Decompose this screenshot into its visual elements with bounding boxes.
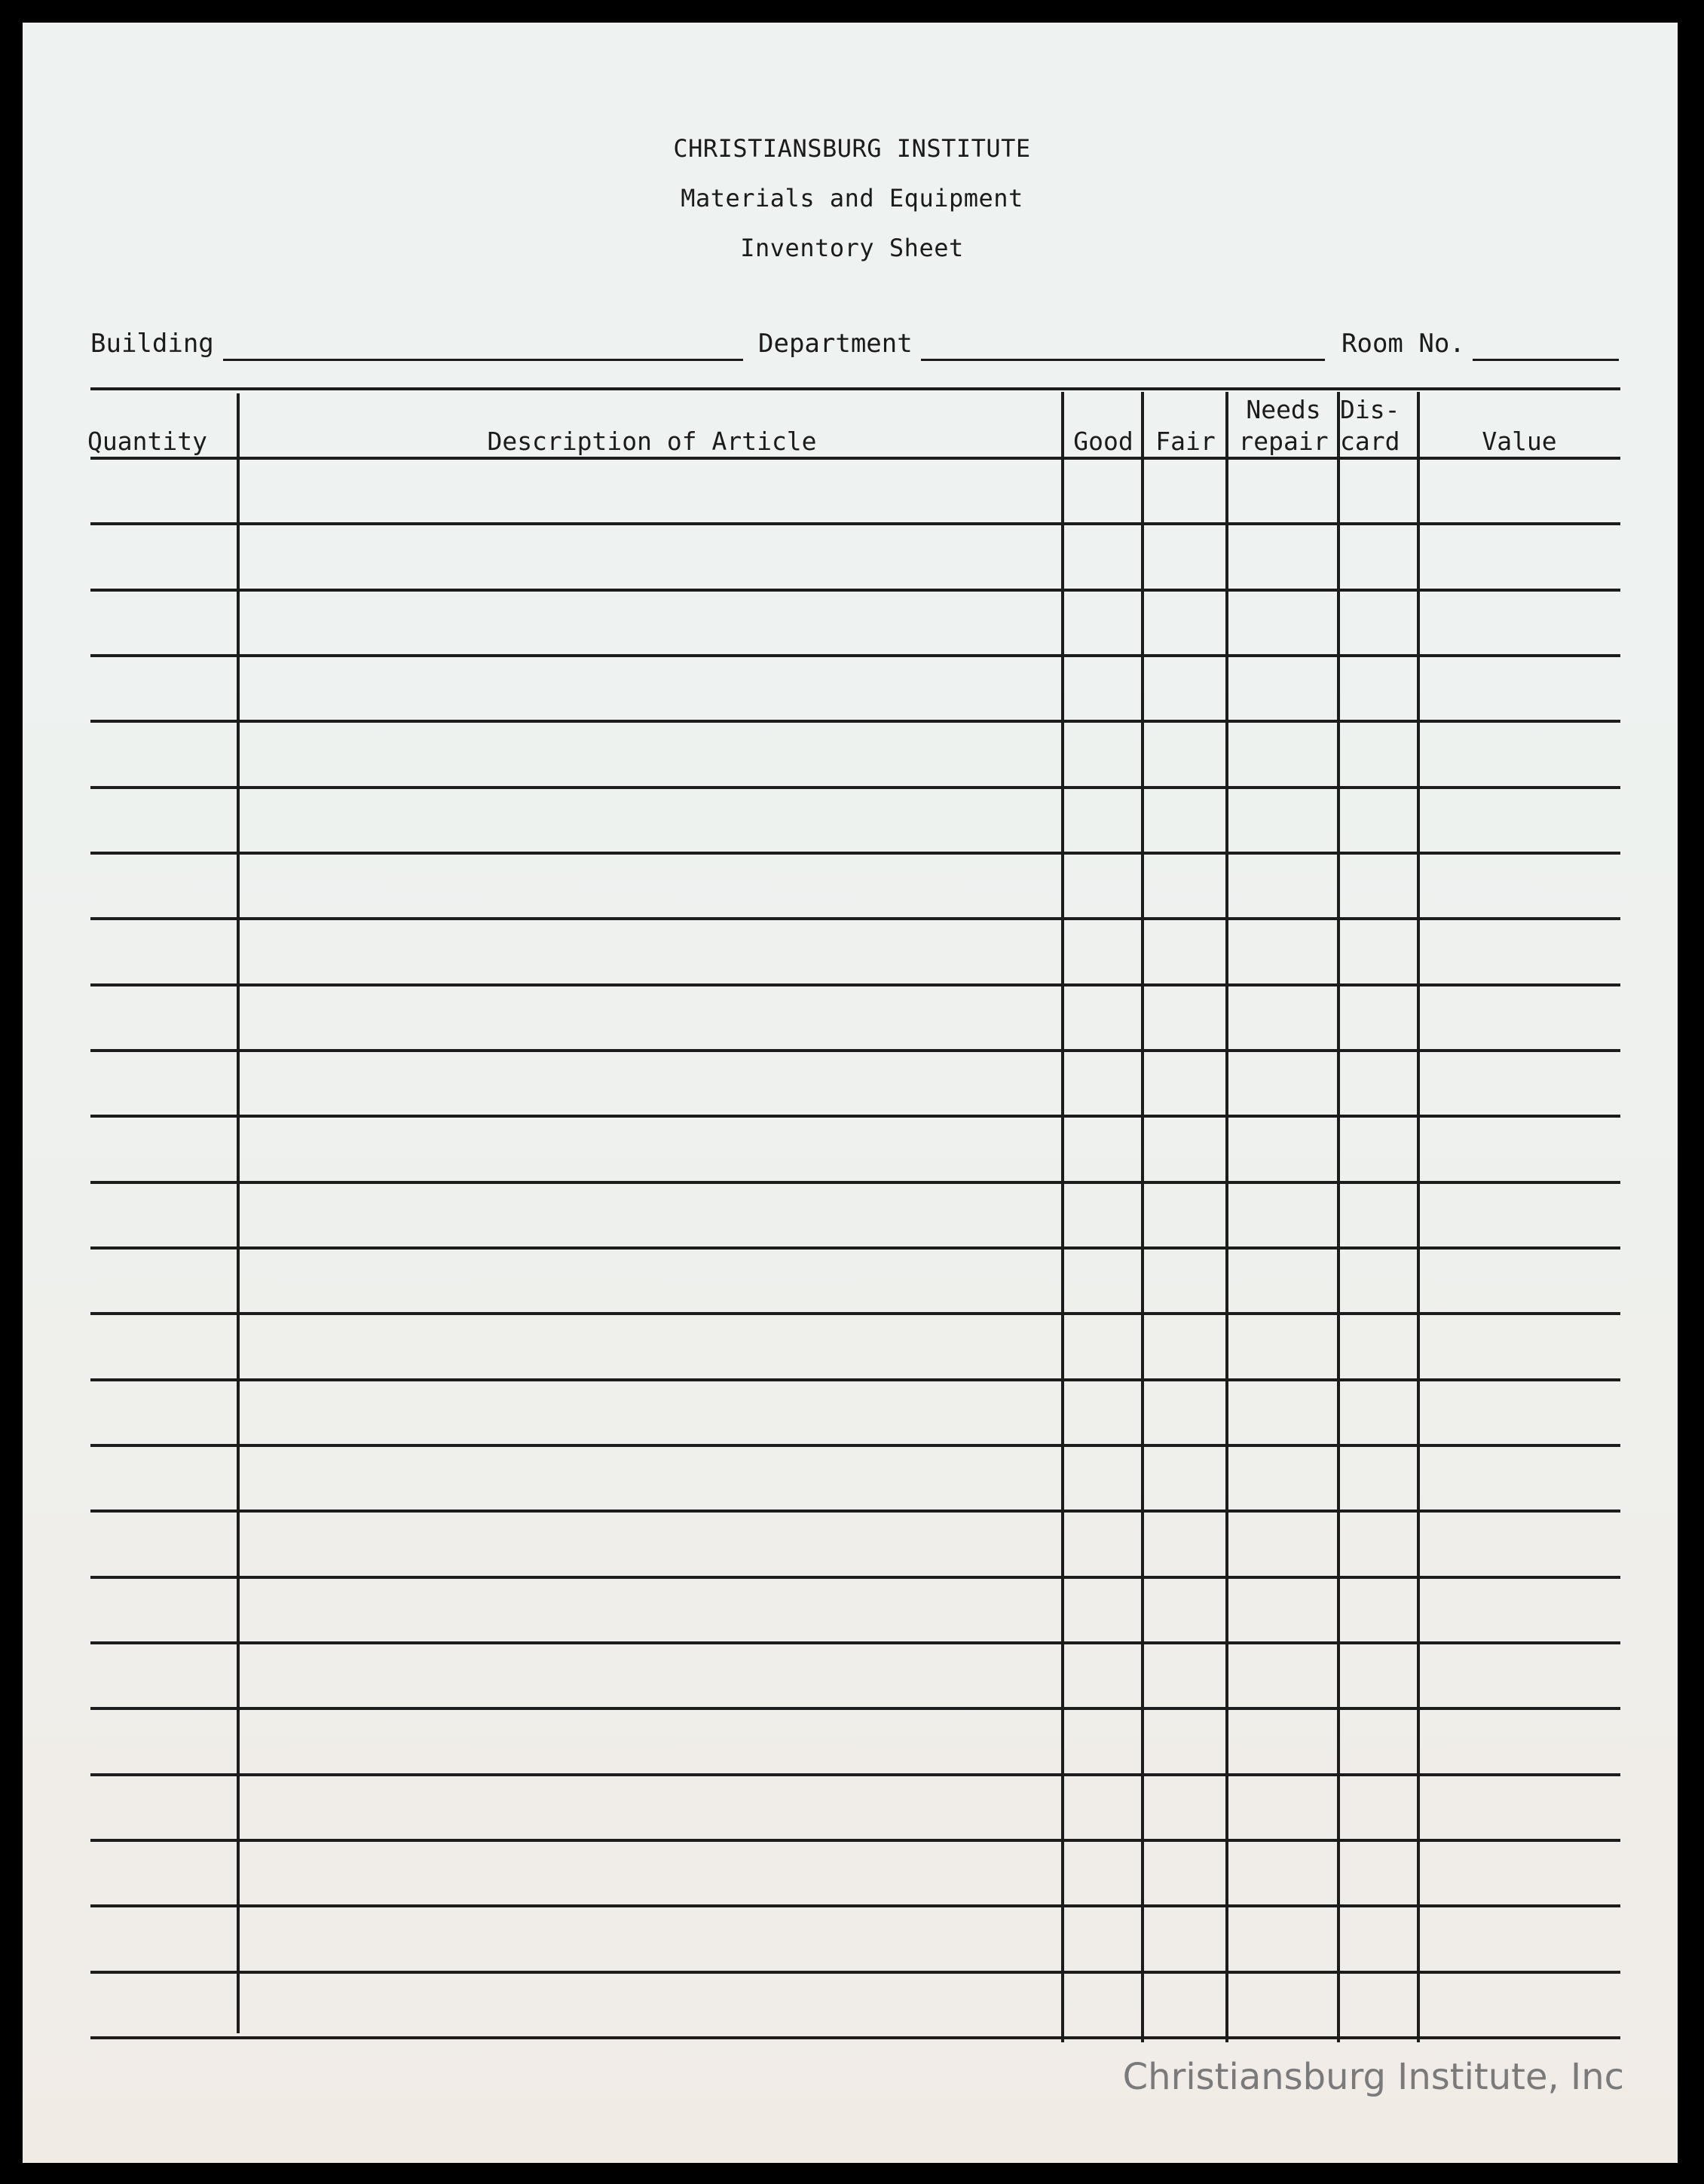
table-row[interactable] — [90, 1381, 1620, 1444]
column-header-quantity: Quantity — [87, 427, 207, 456]
column-header-discard-top: Dis- — [1340, 395, 1400, 424]
table-row[interactable] — [90, 1052, 1620, 1115]
table-row[interactable] — [90, 723, 1620, 785]
form-subtitle: Materials and Equipment — [681, 184, 1023, 213]
table-row[interactable] — [90, 1184, 1620, 1246]
column-header-needs-repair-top: Needs — [1246, 395, 1321, 424]
building-field-line[interactable] — [223, 359, 743, 361]
table-row[interactable] — [90, 525, 1620, 588]
institution-name: CHRISTIANSBURG INSTITUTE — [673, 134, 1031, 163]
column-header-fair: Fair — [1155, 427, 1216, 456]
room-number-field-line[interactable] — [1473, 359, 1619, 361]
table-row[interactable] — [90, 1644, 1620, 1707]
watermark-text: Christiansburg Institute, Inc — [1122, 2056, 1624, 2098]
table-row[interactable] — [90, 1513, 1620, 1575]
table-row[interactable] — [90, 986, 1620, 1049]
table-row[interactable] — [90, 1315, 1620, 1378]
table-row[interactable] — [90, 1842, 1620, 1904]
table-row-line — [90, 2036, 1620, 2039]
column-header-discard-bottom: card — [1340, 427, 1400, 456]
table-row[interactable] — [90, 1579, 1620, 1641]
table-row[interactable] — [90, 789, 1620, 852]
department-field-line[interactable] — [921, 359, 1325, 361]
column-header-good: Good — [1073, 427, 1133, 456]
table-row[interactable] — [90, 1250, 1620, 1312]
table-row[interactable] — [90, 1710, 1620, 1773]
form-title: Inventory Sheet — [740, 234, 964, 262]
table-row[interactable] — [90, 592, 1620, 654]
table-row[interactable] — [90, 1907, 1620, 1970]
department-label: Department — [758, 329, 913, 359]
table-row[interactable] — [90, 1118, 1620, 1180]
table-row[interactable] — [90, 460, 1620, 522]
table-row[interactable] — [90, 920, 1620, 983]
building-label: Building — [90, 329, 214, 359]
table-row[interactable] — [90, 1447, 1620, 1510]
column-header-value: Value — [1482, 427, 1557, 456]
column-header-description: Description of Article — [487, 427, 817, 456]
room-number-label: Room No. — [1341, 329, 1465, 359]
table-row[interactable] — [90, 855, 1620, 917]
table-row[interactable] — [90, 1776, 1620, 1839]
table-row[interactable] — [90, 1974, 1620, 2036]
table-row[interactable] — [90, 657, 1620, 720]
column-header-needs-repair-bottom: repair — [1238, 427, 1329, 456]
table-top-border — [90, 387, 1620, 390]
